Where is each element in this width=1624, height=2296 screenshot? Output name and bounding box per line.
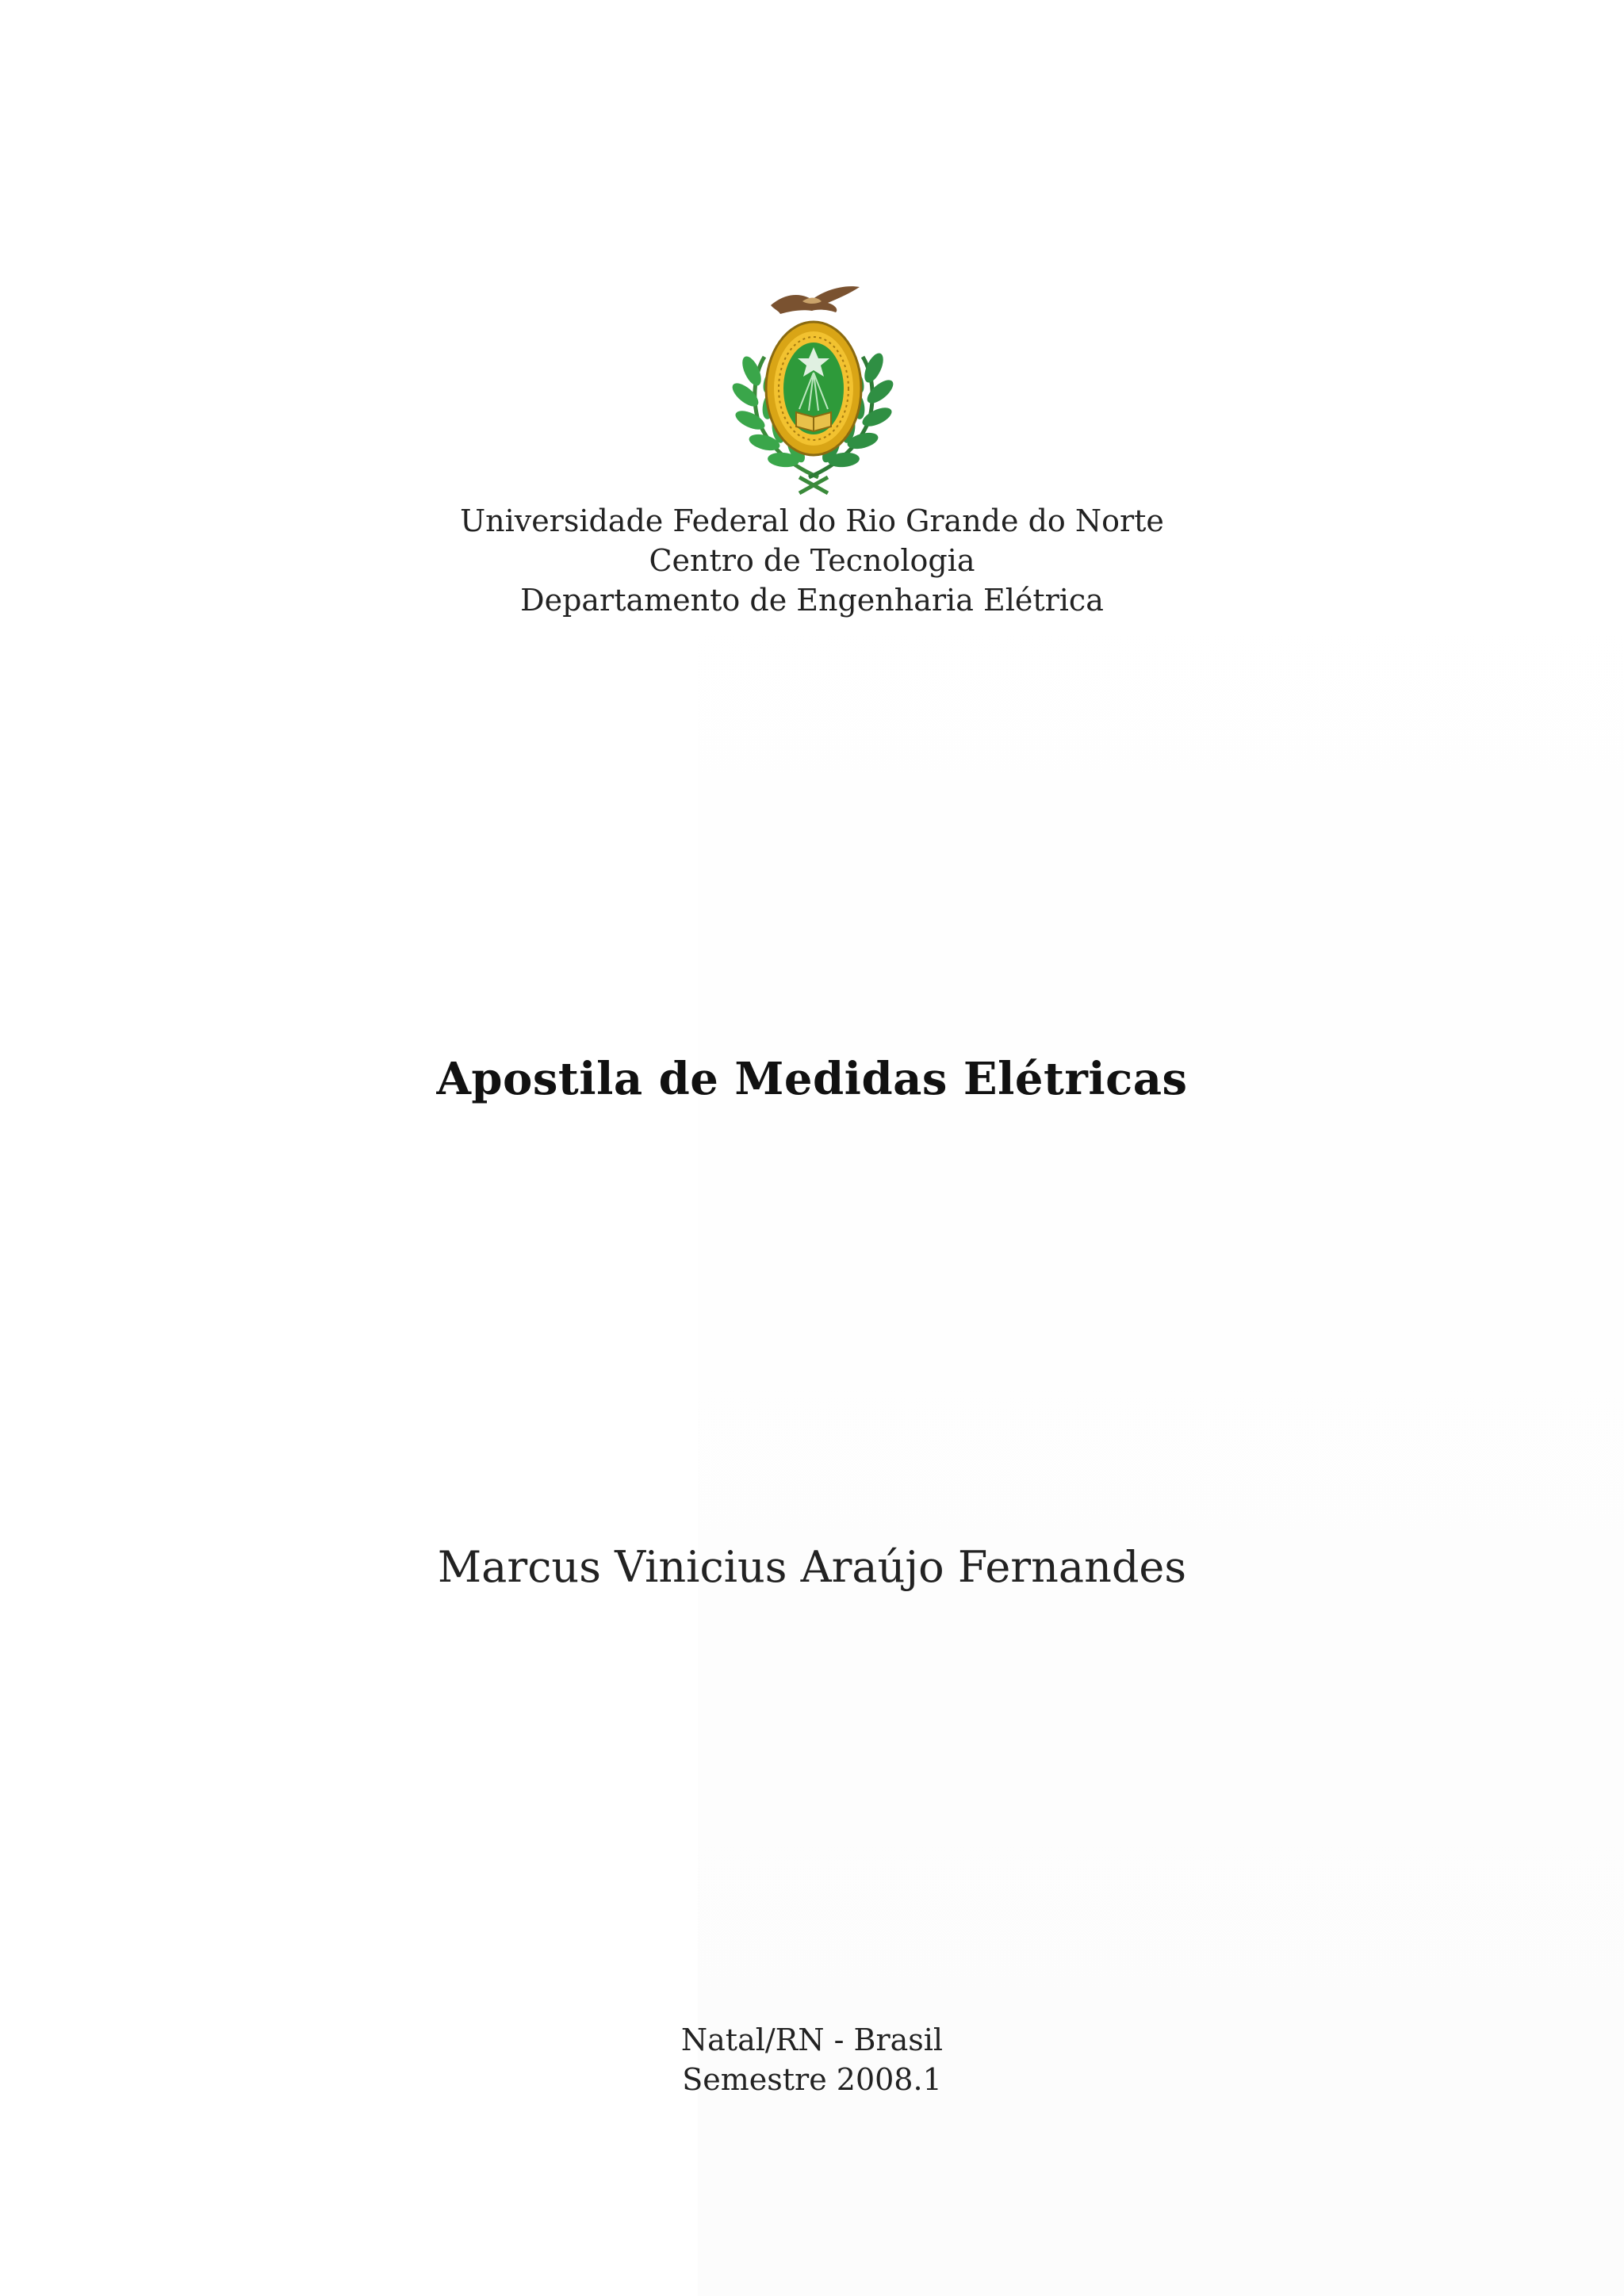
shield-icon xyxy=(766,322,861,455)
publication-info xyxy=(0,2020,1624,2099)
semester: Semestre 2008.1 xyxy=(682,2062,942,2097)
institution-header xyxy=(0,501,1624,620)
department-name: Departamento de Engenharia Elétrica xyxy=(520,583,1104,618)
author-name: Marcus Vinicius Araújo Fernandes xyxy=(437,1542,1187,1592)
center-name: Centro de Tecnologia xyxy=(649,543,975,578)
location: Natal/RN - Brasil xyxy=(680,2022,944,2057)
bird-icon xyxy=(771,286,860,314)
document-title: Apostila de Medidas Elétricas xyxy=(436,1053,1188,1105)
university-name: Universidade Federal do Rio Grande do Norte xyxy=(460,503,1164,538)
university-seal-icon xyxy=(723,270,901,499)
